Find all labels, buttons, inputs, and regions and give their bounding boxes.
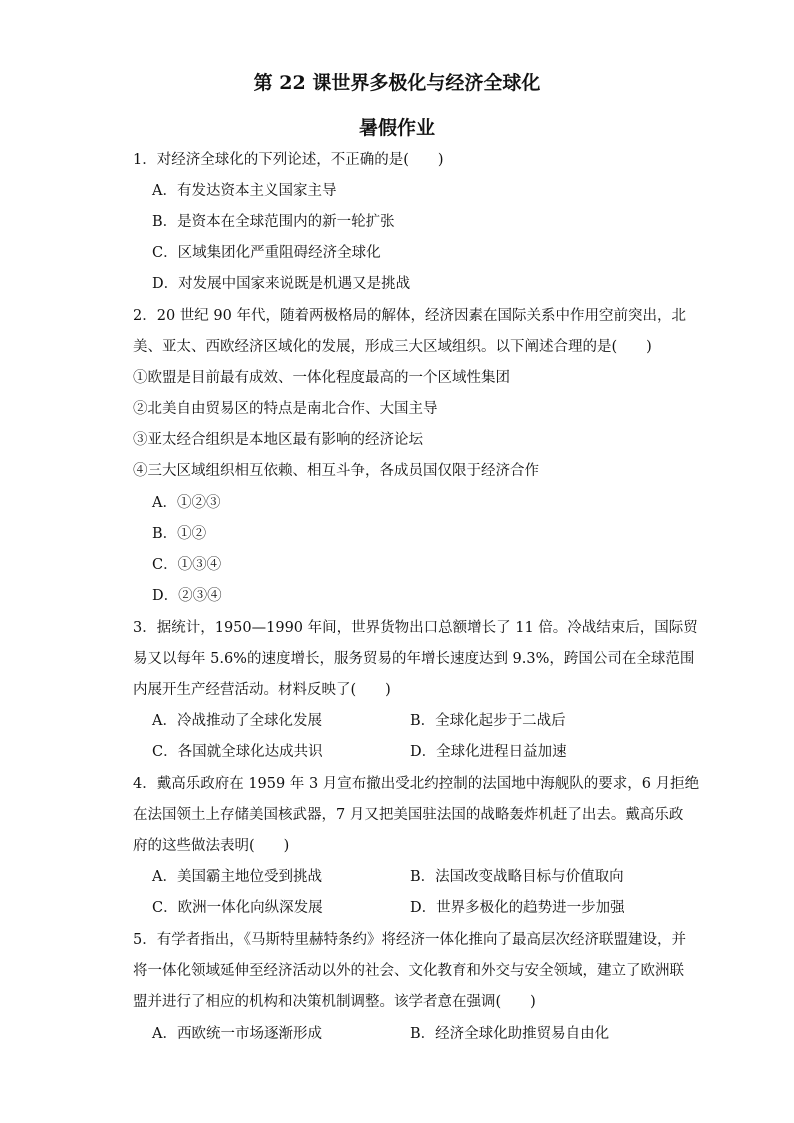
q1-option-c: C．区域集团化严重阻碍经济全球化 <box>152 245 381 261</box>
q1-option-a: A．有发达资本主义国家主导 <box>152 183 337 199</box>
q2-stem-line-2: 美、亚太、西欧经济区域化的发展，形成三大区域组织。以下阐述合理的是( ) <box>133 339 652 355</box>
q4-option-d: D．世界多极化的趋势进一步加强 <box>410 900 625 916</box>
q1-option-b: B．是资本在全球范围内的新一轮扩张 <box>152 214 395 230</box>
q5-stem-line-1: 5．有学者指出，《马斯特里赫特条约》将经济一体化推向了最高层次经济联盟建设，并 <box>133 932 686 948</box>
q4-stem-line-2: 在法国领土上存储美国核武器，7 月又把美国驻法国的战略轰炸机赶了出去。戴高乐政 <box>133 807 684 823</box>
page-title: 第 22 课世界多极化与经济全球化 <box>253 72 541 94</box>
q3-option-a: A．冷战推动了全球化发展 <box>152 713 322 729</box>
q5-option-b: B．经济全球化助推贸易自由化 <box>410 1026 610 1042</box>
q5-stem-line-3: 盟并进行了相应的机构和决策机制调整。该学者意在强调( ) <box>133 994 536 1010</box>
q3-stem-line-1: 3．据统计，1950—1990 年间，世界货物出口总额增长了 11 倍。冷战结束后，国际贸 <box>133 620 698 636</box>
q5-stem-line-2: 将一体化领域延伸至经济活动以外的社会、文化教育和外交与安全领域，建立了欧洲联 <box>133 963 684 979</box>
q2-statement-2: ②北美自由贸易区的特点是南北合作、大国主导 <box>133 401 438 417</box>
q3-option-d: D．全球化进程日益加速 <box>410 744 567 760</box>
q4-option-b: B．法国改变战略目标与价值取向 <box>410 869 624 885</box>
q2-option-a: A．①②③ <box>152 495 221 511</box>
q3-option-b: B．全球化起步于二战后 <box>410 713 566 729</box>
page-subtitle: 暑假作业 <box>358 117 435 139</box>
q2-statement-3: ③亚太经合组织是本地区最有影响的经济论坛 <box>133 432 423 448</box>
q1-option-d: D．对发展中国家来说既是机遇又是挑战 <box>152 276 411 292</box>
q2-option-b: B．①② <box>152 526 207 542</box>
q4-option-c: C．欧洲一体化向纵深发展 <box>152 900 323 916</box>
q2-statement-1: ①欧盟是目前最有成效、一体化程度最高的一个区域性集团 <box>133 370 510 386</box>
q4-option-a: A．美国霸主地位受到挑战 <box>152 869 322 885</box>
q3-option-c: C．各国就全球化达成共识 <box>152 744 323 760</box>
q2-stem-line-1: 2．20 世纪 90 年代，随着两极格局的解体，经济因素在国际关系中作用空前突出，北 <box>133 308 686 324</box>
q3-stem-line-3: 内展开生产经营活动。材料反映了( ) <box>133 682 391 698</box>
q2-statement-4: ④三大区域组织相互依赖、相互斗争，各成员国仅限于经济合作 <box>133 463 539 479</box>
q3-stem-line-2: 易又以每年 5.6%的速度增长，服务贸易的年增长速度达到 9.3%，跨国公司在全球范围 <box>133 651 695 667</box>
q5-option-a: A．西欧统一市场逐渐形成 <box>152 1026 322 1042</box>
q1-stem-line-1: 1．对经济全球化的下列论述，不正确的是( ) <box>133 152 444 168</box>
q2-option-d: D．②③④ <box>152 588 222 604</box>
q4-stem-line-1: 4．戴高乐政府在 1959 年 3 月宣布撤出受北约控制的法国地中海舰队的要求，6 月拒绝 <box>133 776 700 792</box>
q2-option-c: C．①③④ <box>152 557 222 573</box>
q4-stem-line-3: 府的这些做法表明( ) <box>133 838 290 854</box>
